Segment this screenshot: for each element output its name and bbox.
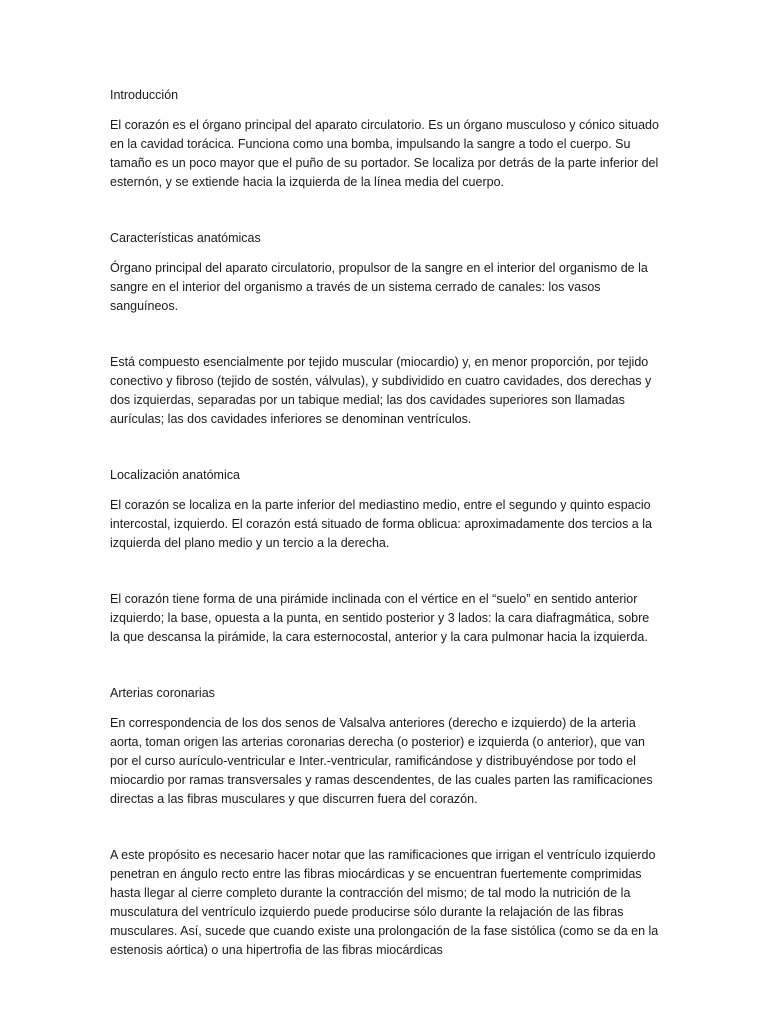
- section-heading-localizacion: Localización anatómica: [110, 468, 240, 482]
- paragraph: En correspondencia de los dos senos de Valsalva anteriores (derecho e izquierdo) de la arteria aorta, toman origen las arterias coronarias derecha (o posterior) e izquierda (o anterior), que van por el curso aurículo-ventricular e Inter.-ventricular, ramificándose y distribuyéndose por todo el miocardio por ramas transversales y ramas descendentes, de las cuales parten las ramificaciones directas a las fibras musculares y que discurren fuera del corazón.: [110, 716, 653, 806]
- section-heading-caracteristicas: Características anatómicas: [110, 231, 261, 245]
- paragraph: Órgano principal del aparato circulatorio, propulsor de la sangre en el interior del organismo de la sangre en el interior del organismo a través de un sistema cerrado de canales: los vasos sanguíneos.: [110, 261, 648, 313]
- paragraph: El corazón es el órgano principal del aparato circulatorio. Es un órgano musculoso y cónico situado en la cavidad torácica. Funciona como una bomba, impulsando la sangre a todo el cuerpo. Su tamaño es un poco mayor que el puño de su portador. Se localiza por detrás de la parte inferior del esternón, y se extiende hacia la izquierda de la línea media del cuerpo.: [110, 118, 659, 189]
- spacer: [110, 809, 660, 846]
- paragraph: A este propósito es necesario hacer notar que las ramificaciones que irrigan el ventrículo izquierdo penetran en ángulo recto entre las fibras miocárdicas y se encuentran fuertemente comprimidas hasta llegar al cierre completo durante la contracción del mismo; de tal modo la nutrición de la musculatura del ventrículo izquierdo puede producirse sólo durante la relajación de las fibras musculares. Así, sucede que cuando existe una prolongación de la fase sistólica (como se da en la estenosis aórtica) o una hipertrofia de las fibras miocárdicas: [110, 848, 659, 957]
- document-body: [110, 86, 660, 960]
- spacer: [110, 192, 660, 229]
- spacer: [110, 316, 660, 353]
- spacer: [110, 553, 660, 590]
- paragraph: El corazón tiene forma de una pirámide inclinada con el vértice en el “suelo” en sentido anterior izquierdo; la base, opuesta a la punta, en sentido posterior y 3 lados: la cara diafragmática, sobre la que descansa la pirámide, la cara esternocostal, anterior y la cara pulmonar hacia la izquierda.: [110, 592, 650, 644]
- spacer: [110, 647, 660, 684]
- section-heading-arterias: Arterias coronarias: [110, 686, 215, 700]
- section-heading-introduccion: Introducción: [110, 88, 179, 102]
- paragraph: Está compuesto esencialmente por tejido muscular (miocardio) y, en menor proporción, por tejido conectivo y fibroso (tejido de sostén, válvulas), y subdividido en cuatro cavidades, dos derechas y dos izquierdas, separadas por un tabique medial; las dos cavidades superiores son llamadas aurículas; las dos cavidades inferiores se denominan ventrículos.: [110, 355, 652, 426]
- spacer: [110, 429, 660, 466]
- paragraph: El corazón se localiza en la parte inferior del mediastino medio, entre el segundo y quinto espacio intercostal, izquierdo. El corazón está situado de forma oblicua: aproximadamente dos tercios a la izquierda del plano medio y un tercio a la derecha.: [110, 498, 652, 550]
